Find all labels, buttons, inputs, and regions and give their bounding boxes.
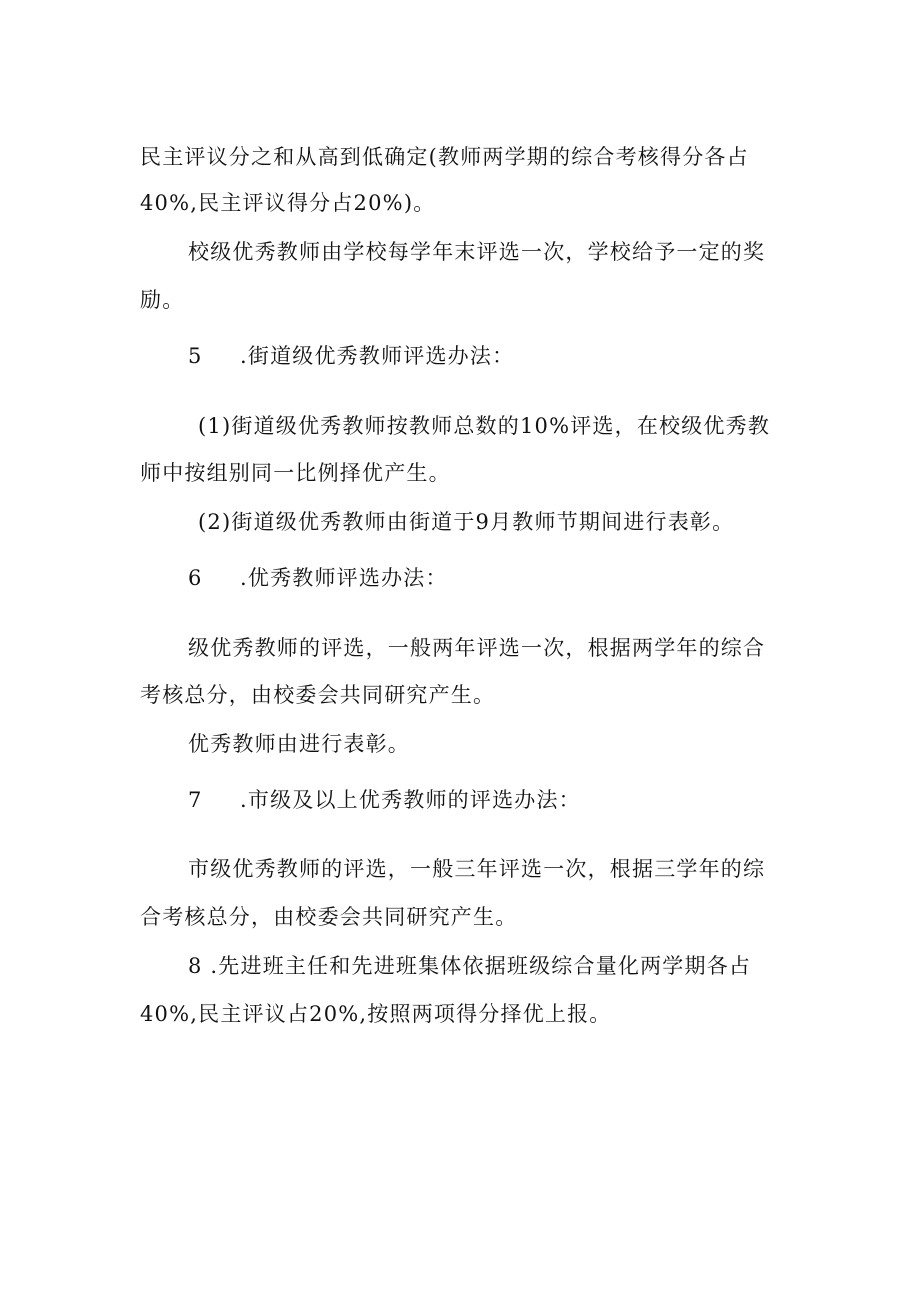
paragraph-line: 40%,民主评议占20%,按照两项得分择优上报。 — [140, 1002, 612, 1026]
section-heading-7 — [188, 785, 581, 815]
paragraph-line: 市级优秀教师的评选，一般三年评选一次，根据三学年的综 — [188, 857, 766, 881]
section-number: 6 — [188, 566, 203, 590]
paragraph-line: 励。 — [140, 288, 185, 312]
paragraph-line: 级优秀教师的评选，一般两年评选一次，根据两学年的综合 — [188, 636, 766, 660]
paragraph-line: 8 .先进班主任和先进班集体依据班级综合量化两学期各占 — [188, 954, 752, 978]
section-heading-6 — [188, 563, 448, 593]
paragraph-line: 民主评议分之和从高到低确定(教师两学期的综合考核得分各占 — [140, 145, 749, 169]
section-number: 7 — [188, 788, 203, 812]
section-title: .街道级优秀教师评选办法： — [240, 344, 515, 368]
paragraph-line: 40%,民主评议得分占20%)。 — [140, 191, 436, 215]
paragraph-line: 合考核总分，由校委会共同研究产生。 — [140, 905, 518, 929]
section-heading-5 — [188, 341, 514, 371]
section-title: .优秀教师评选办法： — [240, 566, 448, 590]
section-title: .市级及以上优秀教师的评选办法： — [240, 788, 581, 812]
paragraph-line: 校级优秀教师由学校每学年末评选一次，学校给予一定的奖 — [188, 240, 766, 264]
paragraph-line: 师中按组别同一比例择优产生。 — [140, 461, 451, 485]
paragraph-line: (2)街道级优秀教师由街道于9月教师节期间进行表彰。 — [198, 510, 735, 534]
section-number: 5 — [188, 344, 203, 368]
paragraph-line: 优秀教师由进行表彰。 — [188, 732, 410, 756]
paragraph-line: (1)街道级优秀教师按教师总数的10%评选，在校级优秀教 — [198, 414, 771, 438]
paragraph-line: 考核总分，由校委会共同研究产生。 — [140, 683, 496, 707]
